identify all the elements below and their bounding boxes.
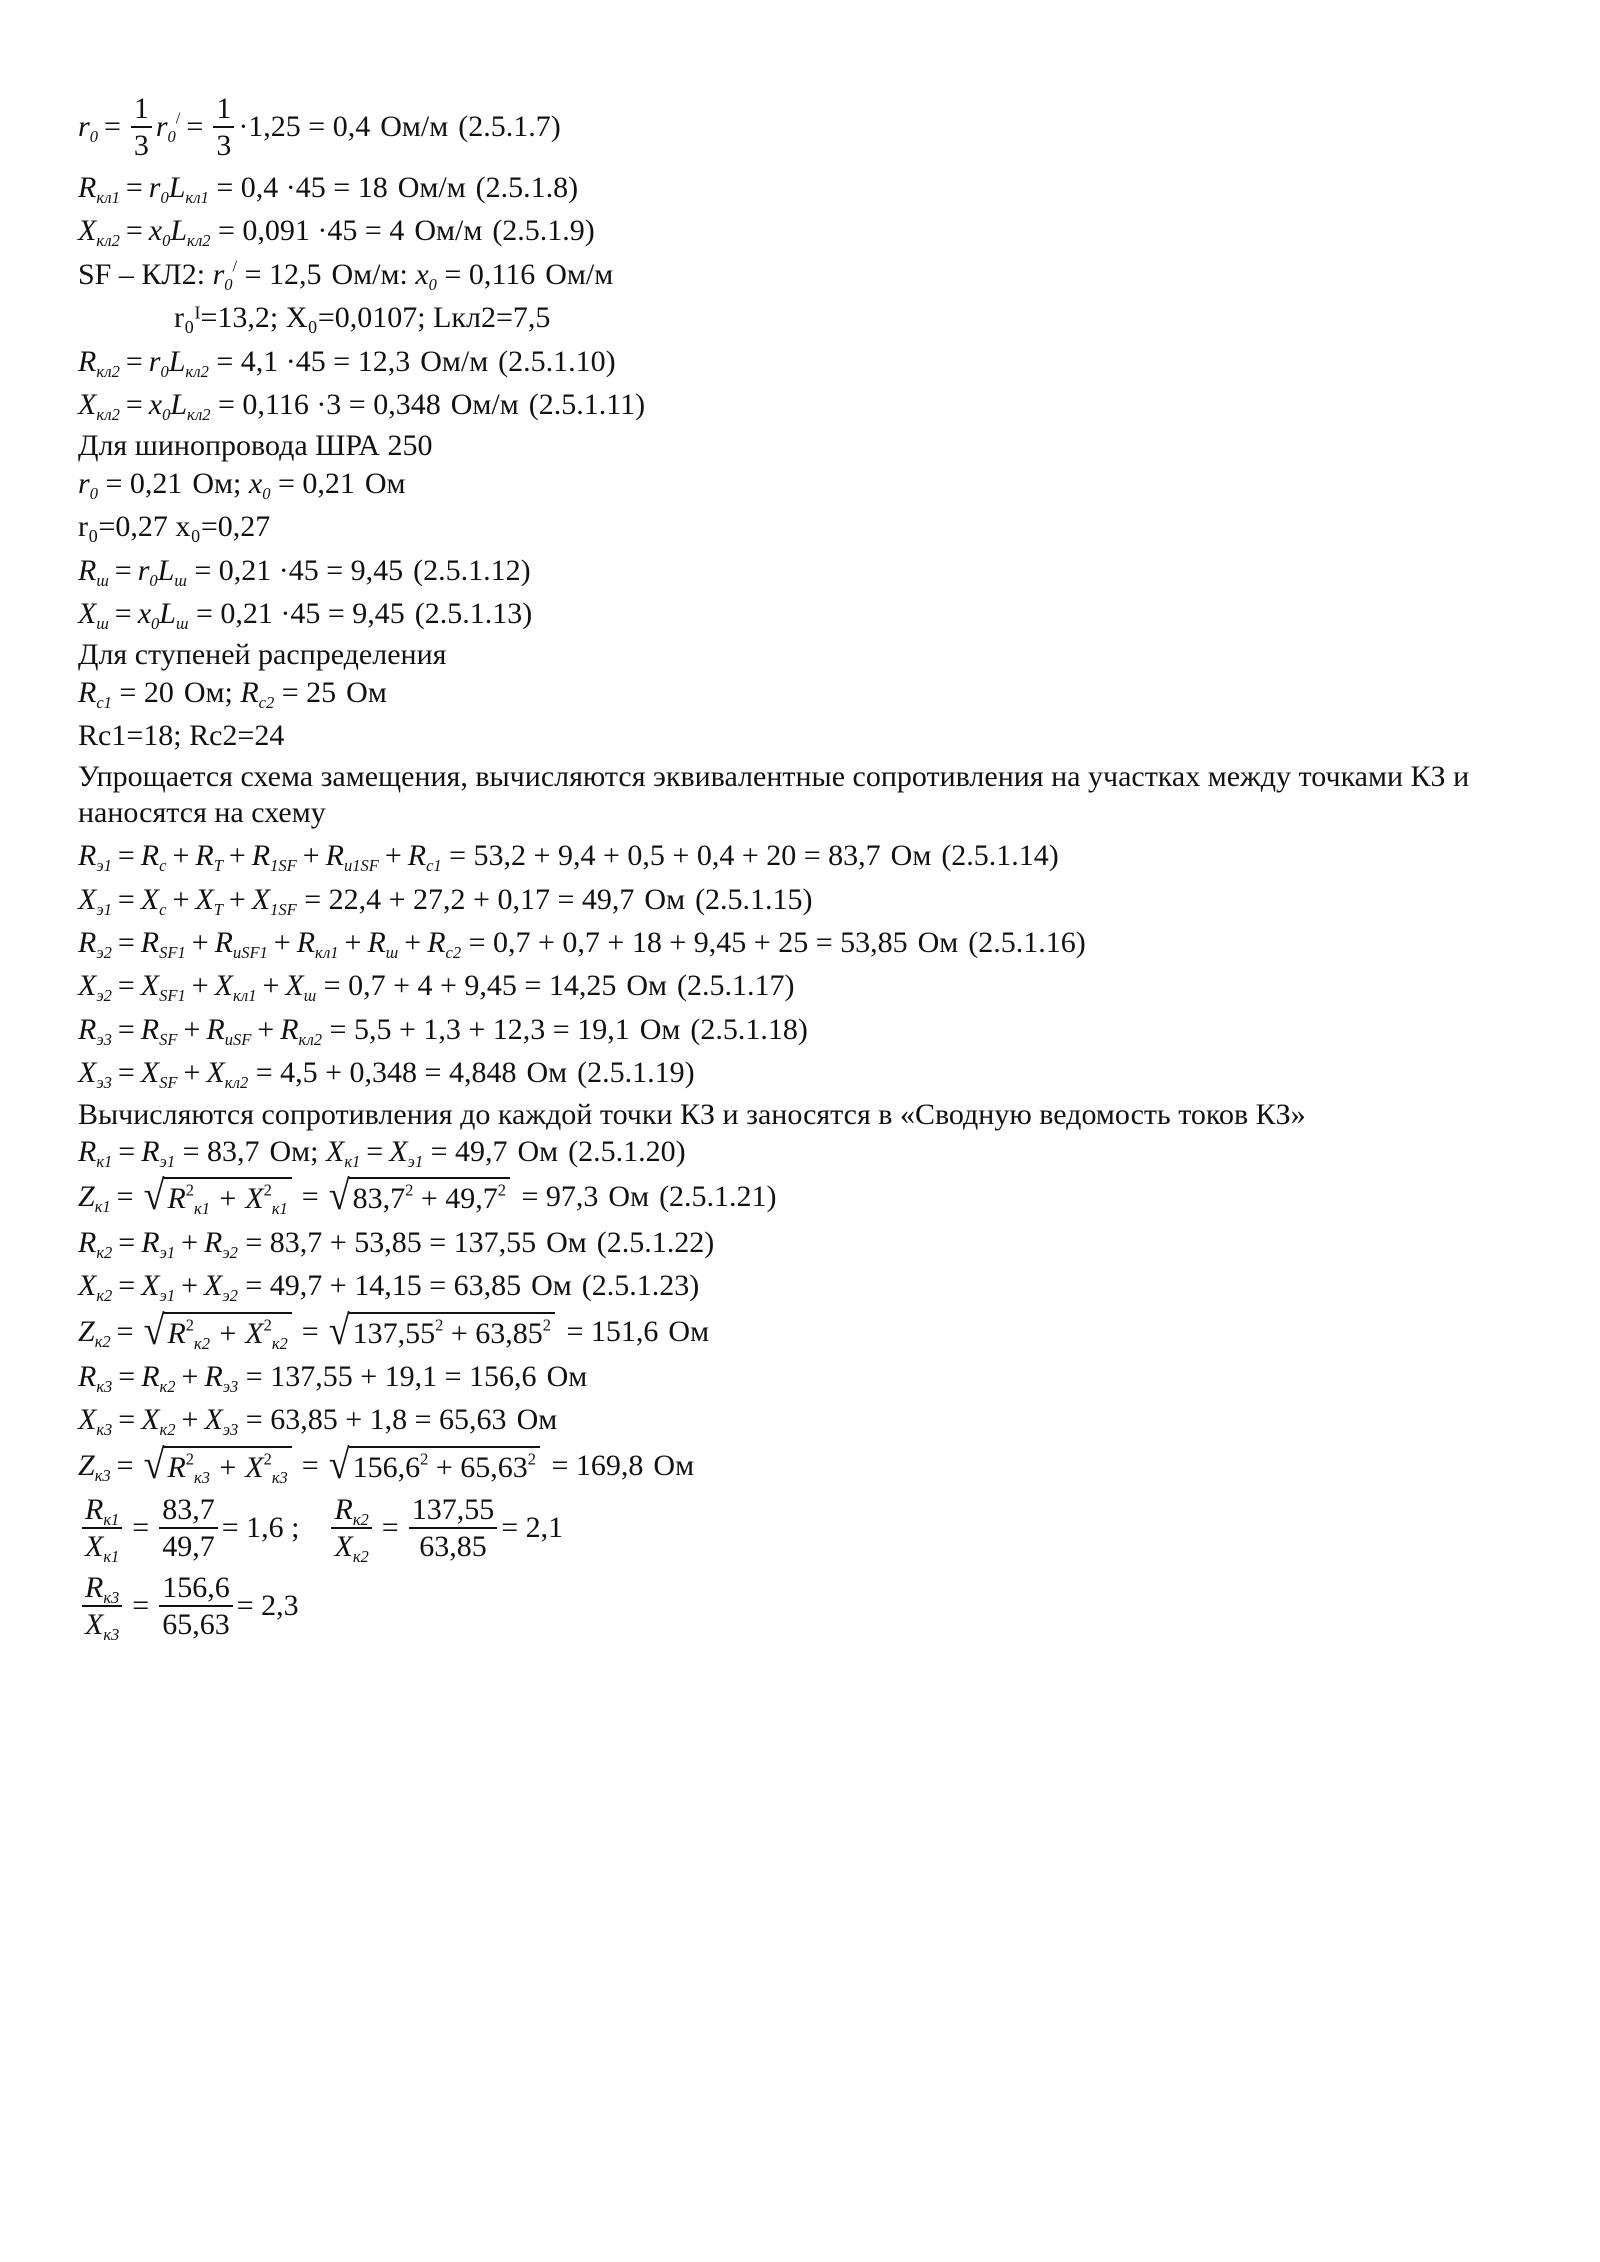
equation-2-5-1-13: $X_ш$ = $x_0L_ш$ = 0,21 ·45 = 9,45 (2.5.1.13) xyxy=(78,596,533,633)
equation-2-5-1-7: $r_0$ = $\frac{1}{3}$ $r_0^/$ = $\frac{1}{3}$ ·1,25 = 0,4 Ом/м (2.5.1.7) xyxy=(78,92,561,162)
equation-2-5-1-22: $R_{к2}$ = $R_{э1}$ + $R_{э2}$ = 83,7 + 53,85 = 137,55 Ом (2.5.1.22) xyxy=(78,1225,715,1262)
equation-2-5-1-20: $R_{к1}$ = $R_{э1}$ = 83,7 Ом ; $X_{к1}$ = $X_{э1}$ = 49,7 Ом (2.5.1.20) xyxy=(78,1134,686,1171)
equation-2-5-1-19: $X_{э3}$ = $X_{SF}$ + $X_{кл2}$ = 4,5 + 0,348 = 4,848 Ом (2.5.1.19) xyxy=(78,1056,695,1092)
equation-2-5-1-17: $X_{э2}$ = $X_{SF1}$ + $X_{кл1}$ + $X_ш$ = 0,7 + 4 + 9,45 = 14,25 Ом (2.5.1.17) xyxy=(78,969,795,1006)
kl2-params-line: r₀ᴵ=13,2; X₀=0,0107; Lкл2=7,5 xyxy=(174,301,551,335)
equation-2-5-1-8: $R_{кл1}$ = $r_0L_{кл1}$ = 0,4 ·45 = 18 Ом/м (2.5.1.8) xyxy=(78,171,579,207)
equation-2-5-1-23: $X_{к2}$ = $X_{э1}$ + $X_{э2}$ = 49,7 + 14,15 = 63,85 Ом (2.5.1.23) xyxy=(78,1269,700,1305)
equation-zk2: $Z_{к2}$ = √ $R^2_{к2} + X^2_{к2}$ = √ $137,55^2 + 63,85^2$ = 151,6 Ом xyxy=(78,1307,710,1354)
equation-2-5-1-12: $R_ш$ = $r_0L_ш$ = 0,21 ·45 = 9,45 (2.5.1.12) xyxy=(78,553,531,590)
shra-line: r₀=0,27 x₀=0,27 xyxy=(78,510,271,544)
equation-2-5-1-21: $Z_{к1}$ = √ $R^2_{к1} + X^2_{к1}$ = √ $83,7^2 + 49,7^2$ = 97,3 Ом (2.5.1.21) xyxy=(78,1173,777,1220)
equation-2-5-1-18: $R_{э3}$ = $R_{SF}$ + $R_{uSF}$ + $R_{кл2}$ = 5,5 + 1,3 + 12,3 = 19,1 Ом (2.5.1.18) xyxy=(78,1012,808,1049)
equation-2-5-1-11: $X_{кл2}$ = $x_0L_{кл2}$ = 0,116 ·3 = 0,348 Ом/м (2.5.1.11) xyxy=(78,387,646,424)
equation-2-5-1-10: $R_{кл2}$ = $r_0L_{кл2}$ = 4,1 ·45 = 12,3 Ом/м (2.5.1.10) xyxy=(78,344,616,381)
sf-kl2-line: SF – КЛ2: $r_0^/$ = 12,5 Ом/м : $x_0$ = 0,116 Ом/м xyxy=(78,256,614,294)
simplify-paragraph: Упрощается схема замещения, вычисляются эквивалентные сопротивления на участках между точками КЗ и наносятся на схему xyxy=(78,760,1470,829)
equation-rk3: $R_{к3}$ = $R_{к2}$ + $R_{э3}$ = 137,55 + 19,1 = 156,6 Ом xyxy=(78,1359,588,1396)
equation-xk3: $X_{к3}$ = $X_{к2}$ + $X_{э3}$ = 63,85 + 1,8 = 65,63 Ом xyxy=(78,1403,558,1440)
equation-2-5-1-16: $R_{э2}$ = $R_{SF1}$ + $R_{uSF1}$ + $R_{кл1}$ + $R_ш$ + $R_{c2}$ = 0,7 + 0,7 + 18 + 9,45 + 25 = 53,85 Ом (2.5.1.16) xyxy=(78,926,1086,962)
ratio-line-1: $\frac{R_{к1}}{X_{к1}}$ = $\frac{83,7}{49,7}$ = 1,6 ; $\frac{R_{к2}}{X_{к2}}$ = $\frac{137,55}{63,85}$ = 2,1 xyxy=(78,1493,1530,1563)
equation-2-5-1-15: $X_{э1}$ = $X_c$ + $X_T$ + $X_{1SF}$ = 22,4 + 27,2 + 0,17 = 49,7 Ом (2.5.1.15) xyxy=(78,882,813,919)
e7-value: ·1,25 = 0,4 xyxy=(238,110,371,144)
steps-params: $R_{c1}$ = 20 Ом ; $R_{c2}$ = 25 Ом xyxy=(78,675,387,712)
equation-2-5-1-9: $X_{кл2}$ = $x_0L_{кл2}$ = 0,091 ·45 = 4 Ом/м (2.5.1.9) xyxy=(78,214,595,251)
compute-paragraph: Вычисляются сопротивления до каждой точки КЗ и заносятся в «Сводную ведомость токов КЗ» xyxy=(78,1097,1306,1131)
equation-2-5-1-14: $R_{э1}$ = $R_c$ + $R_T$ + $R_{1SF}$ + $R_{u1SF}$ + $R_{c1}$ = 53,2 + 9,4 + 0,5 + 0,4 + 20 = 83,7 Ом (2.5.1.14) xyxy=(78,839,1059,876)
equation-zk3: $Z_{к3}$ = √ $R^2_{к3} + X^2_{к3}$ = √ $156,6^2 + 65,63^2$ = 169,8 Ом xyxy=(78,1441,695,1488)
shra-params: $r_0$ = 0,21 Ом ; $x_0$ = 0,21 Ом xyxy=(78,466,406,503)
steps-heading: Для ступеней распределения xyxy=(78,638,447,672)
ref-2-5-1-7: (2.5.1.7) xyxy=(458,110,561,144)
shra-heading: Для шинопровода ШРА 250 xyxy=(78,429,433,463)
ratio-line-2: $\frac{R_{к3}}{X_{к3}}$ = $\frac{156,6}{65,63}$ = 2,3 xyxy=(78,1571,1530,1641)
steps-line: Rc1=18; Rc2=24 xyxy=(78,719,285,753)
